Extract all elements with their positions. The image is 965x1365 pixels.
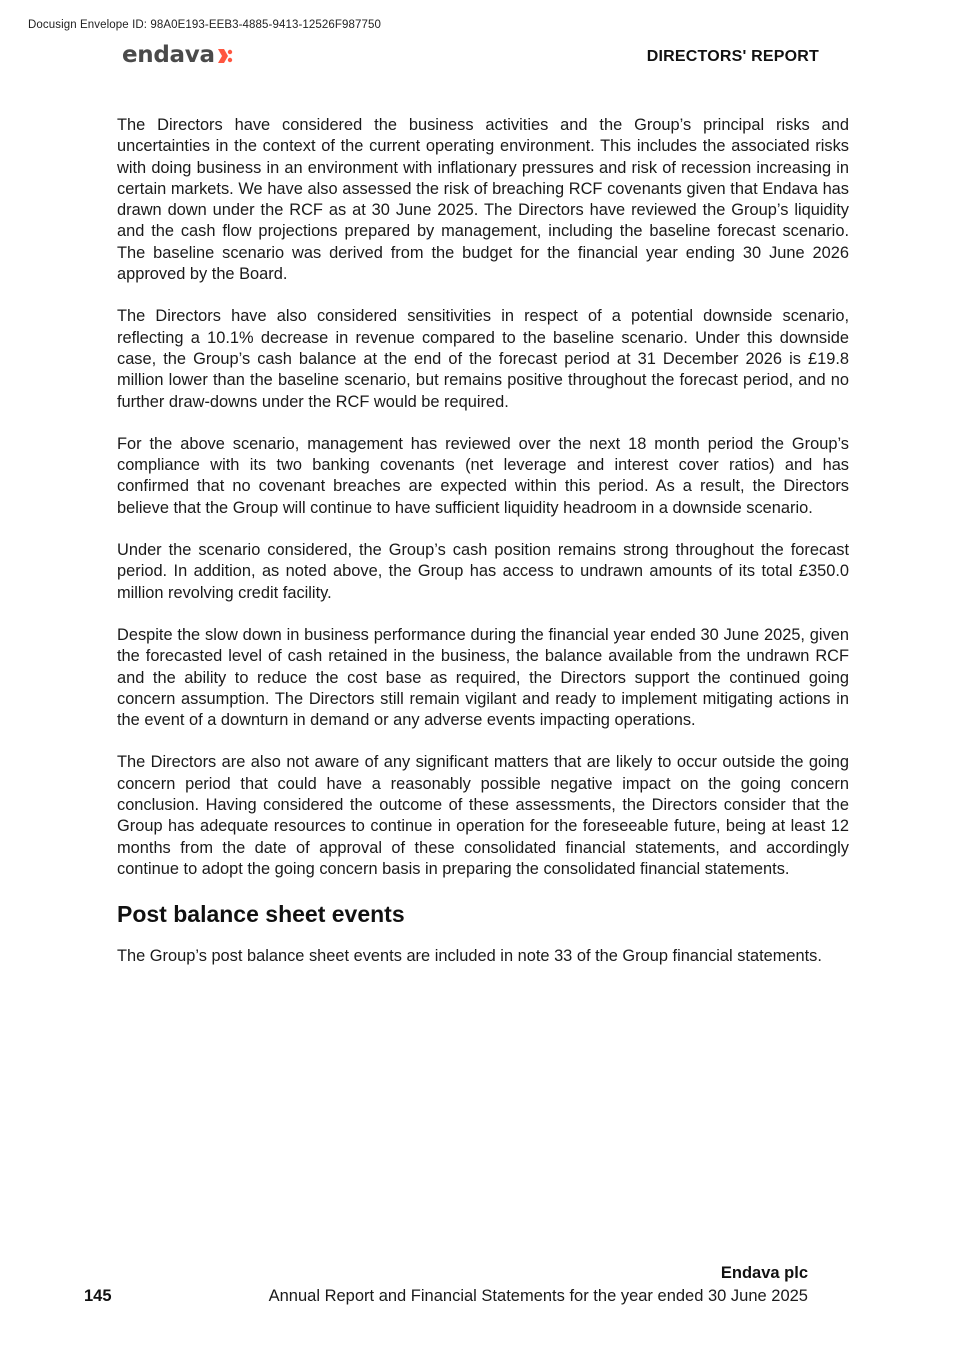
endava-logo [122,40,233,70]
report-body [117,115,849,989]
post-balance-text: The Group’s post balance sheet events are included in note 33 of the Group financial statements. [117,947,822,966]
paragraph-downside-scenario: The Directors have also considered sensitivities in respect of a potential downside scenario, reflecting a 10.1% decrease in revenue compared to the baseline scenario. Under this downside case, the Group’s cash balance at the end of the forecast period at 31 December 2026 is £19.8 million lower than the baseline scenario, but remains positive throughout the forecast period, and no further draw-downs under the RCF would be required. [117,307,849,411]
footer-report-title: Annual Report and Financial Statements for the year ended 30 June 2025 [268,1287,808,1305]
paragraph-conclusion: The Directors are also not aware of any significant matters that are likely to occur outside the going concern period that could have a reasonably possible negative impact on the going concern conclusion. Having considered the outcome of these assessments, the Directors consider that the Group has adequate resources to continue in operation for the foreseeable future, being at least 12 months from the date of approval of these consolidated financial statements, and accordingly continue to adopt the going concern basis in preparing the consolidated financial statements. [117,753,849,878]
docusign-envelope-id: Docusign Envelope ID: 98A0E193-EEB3-4885-9413-12526F987750 [28,19,381,31]
paragraph-cash-position: Under the scenario considered, the Group’s cash position remains strong throughout the forecast period. In addition, as noted above, the Group has access to undrawn amounts of its total £350.0 million revolving credit facility. [117,541,849,602]
endava-bracket-mark-icon [217,47,233,65]
paragraph-going-concern: Despite the slow down in business performance during the financial year ended 30 June 2025, given the forecasted level of cash retained in the business, the balance available from the undrawn RCF and the ability to reduce the cost base as required, the Directors support the continued going concern assumption. The Directors still remain vigilant and ready to implement mitigating actions in the event of a downturn in demand or any adverse events impacting operations. [117,625,849,730]
logo-text: endava [122,42,215,68]
section-header: DIRECTORS' REPORT [646,48,819,65]
paragraph-risks: The Directors have considered the business activities and the Group’s principal risks and uncertainties in the context of the current operating environment. This includes the associated risks with doing business in an environment with inflationary pressures and risk of recession increasing in certain markets. We have also assessed the risk of breaching RCF covenants given that Endava has drawn down under the RCF as at 30 June 2025. The Directors have reviewed the Group’s liquidity and the cash flow projections prepared by management, including the baseline forecast scenario. The baseline scenario was derived from the budget for the financial year ending 30 June 2026 approved by the Board. [117,116,849,284]
post-balance-heading: Post balance sheet events [117,901,405,928]
footer-company: Endava plc [720,1264,808,1282]
page-number: 145 [84,1287,112,1305]
paragraph-covenants: For the above scenario, management has reviewed over the next 18 month period the Group’s compliance with its two banking covenants (net leverage and interest cover ratios) and has confirmed that no covenant breaches are expected within this period. As a result, the Directors believe that the Group will continue to have sufficient liquidity headroom in a downside scenario. [117,434,849,517]
